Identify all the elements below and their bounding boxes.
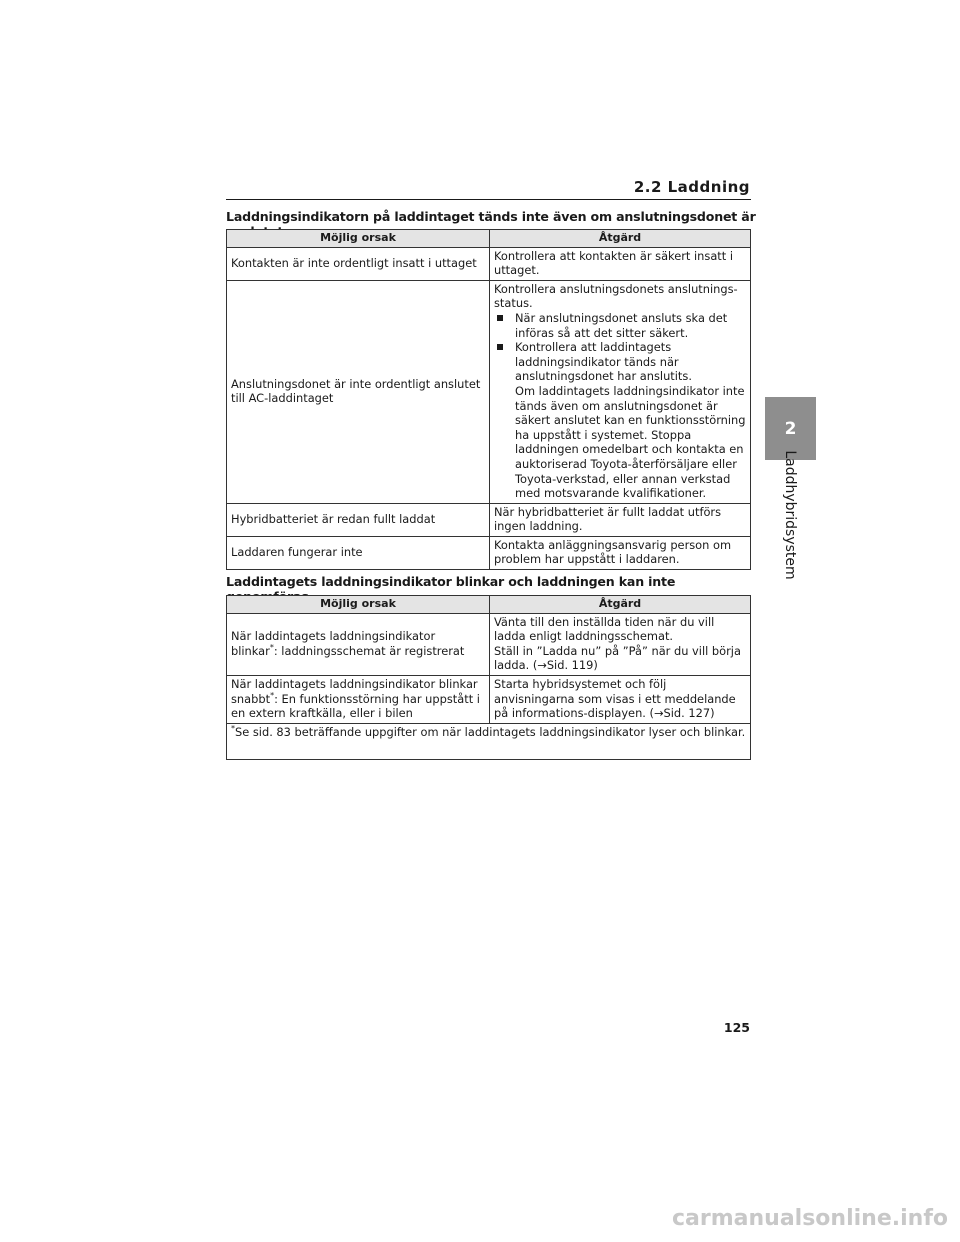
footnote-marker: * (270, 690, 275, 700)
cause-cell: Hybridbatteriet är redan fullt laddat (227, 503, 490, 536)
cause-cell: Kontakten är inte ordentligt insatt i uttaget (227, 247, 490, 280)
table-row (227, 503, 751, 536)
action-cell (490, 280, 751, 503)
cause-text: När laddintagets laddningsindikator blinkar snabbt (231, 676, 478, 706)
table-row (227, 613, 751, 675)
cause-text: : En funktionsstörning har uppstått i en extern kraftkälla, eller i bilen (231, 691, 480, 721)
section2-heading: Laddintagets laddningsindikator blinkar och laddningen kan inte (226, 574, 676, 589)
bullet-item: Kontrollera att laddintagets laddningsindikator tänds när anslutningsdonet har anslutits. (494, 340, 746, 384)
table-row (227, 280, 751, 503)
action-intro: Kontrollera anslutningsdonets anslutnings-status. (494, 281, 738, 311)
header-divider (226, 199, 751, 200)
bullet-item: När anslutningsdonet ansluts ska det införas så att det sitter säkert. (494, 311, 746, 340)
cause-cell (227, 613, 490, 675)
table-header-row (227, 230, 751, 248)
page-number: 125 (723, 1020, 750, 1035)
cause-cell: Laddaren fungerar inte (227, 536, 490, 569)
column-header-action: Åtgärd (490, 596, 751, 614)
column-header-action: Åtgärd (490, 230, 751, 248)
cause-text: När laddintagets laddningsindikator blinkar (231, 629, 436, 658)
footnote-text: Se sid. 83 beträffande uppgifter om när laddintagets laddningsindikator lyser och blinkar. (235, 724, 746, 739)
table-row (227, 247, 751, 280)
footnote-marker: * (269, 642, 274, 652)
chapter-tab: 2 (765, 397, 816, 460)
watermark: carmanualsonline.info (672, 1206, 948, 1231)
action-cell: Kontakta anläggningsansvarig person om problem har uppstått i laddaren. (490, 536, 751, 569)
cause-text: : laddningsschemat är registrerat (273, 643, 465, 658)
section-title: 2.2 Laddning (633, 178, 750, 196)
action-line: Ställ in ”Ladda nu” på ”På” när du vill börja laddа. (→Sid. 119) (494, 643, 741, 673)
table-header-row (227, 596, 751, 614)
section1-heading: Laddningsindikatorn på laddintaget tänds inte även om anslutningsdonet är (226, 209, 756, 224)
action-cell (490, 613, 751, 675)
column-header-cause: Möjlig orsak (227, 230, 490, 248)
bullet-note: Om laddintagets laddningsindikator inte tänds även om anslutningsdonet är säkert anslutet kan en funktionsstörning ha uppstått i systemet. Stoppa laddningen omedelbart och kontakta en auktoriserad Toyota-återförsäljare eller Toyota-verkstad, eller annan verkstad med motsvarande kvalifikationer. (515, 383, 746, 501)
chapter-label: Laddhybridsystem (782, 450, 798, 580)
action-cell: Kontrollera att kontakten är säkert insatt i uttaget. (490, 247, 751, 280)
action-cell: När hybridbatteriet är fullt laddat utförs ingen laddning. (490, 503, 751, 536)
action-cell: Starta hybridsystemet och följ anvisningarna som visas i ett meddelande på informations-displayen. (→Sid. 127) (490, 675, 751, 723)
table-footnote-row (227, 723, 751, 759)
table-row (227, 536, 751, 569)
cause-cell: Anslutningsdonet är inte ordentligt anslutet till AC-laddintaget (227, 280, 490, 503)
footnote-cell (227, 723, 751, 759)
cause-cell (227, 675, 490, 723)
section2-table (226, 595, 751, 760)
table-row (227, 675, 751, 723)
column-header-cause: Möjlig orsak (227, 596, 490, 614)
footnote-marker: * (231, 723, 235, 733)
section1-table (226, 229, 751, 570)
action-line: Vänta till den inställda tiden när du vill ladda enligt laddningsschemat. (494, 614, 715, 644)
